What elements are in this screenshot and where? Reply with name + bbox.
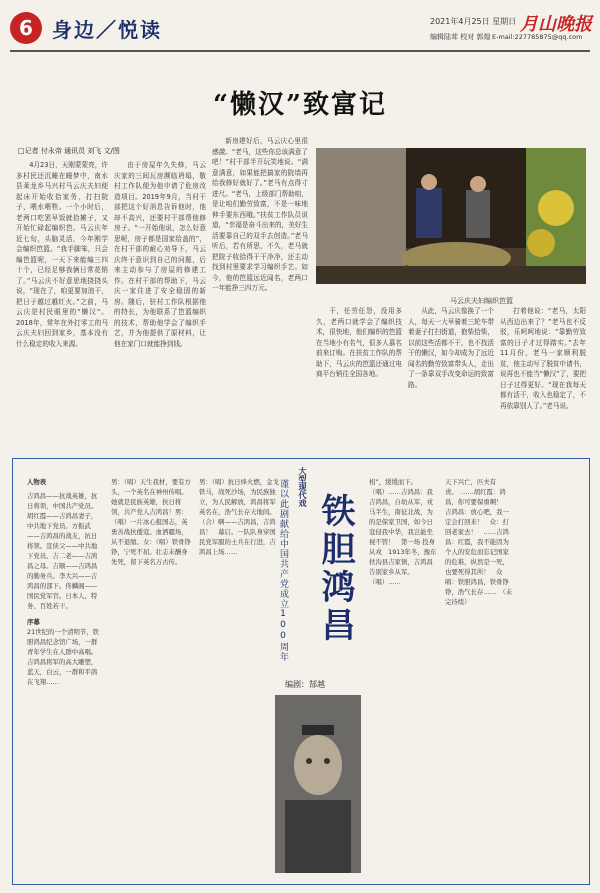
photo-illustration: [316, 148, 586, 284]
serial-column-5: 天下兴亡，匹夫有责。 ……胡红霞：鸿昌，你可要保重啊！ 吉鸿昌：放心吧，我一定会打回来！ 众：打回老家去！ ……吉鸿昌：红霞，我不能因为个人的安危而忘记国家的危难，纵然是一死，也要死得其所！ 众唱：铁胆鸿昌，铁骨铮铮，浩气长存…… （未完待续）: [445, 478, 513, 606]
portrait-illustration: [275, 695, 361, 873]
serial-author: 编剧：郜越: [285, 680, 325, 689]
serial-column-2: 男：（唱）天生我材，要有方头，一个英名在神州传唱。她就是民族英雄，抗日将领，共产党人吉鸿昌！男：（唱）一片冰心报国志，英勇善战抗倭寇。血洒疆场，从不退缩。女：（唱）铁骨铮铮，宁死不屈。壮志未酬身先死，留下英名万古传。: [111, 478, 191, 566]
editor-line: 编辑陆茸 校对 郭煌: [430, 33, 491, 41]
cast-heading: 人物表: [27, 478, 47, 486]
serial-column-1: [27, 477, 103, 872]
article-paragraph: 4月23日，天刚蒙蒙亮，许多村民还沉睡在睡梦中，南水县莱龙乡马兴村马云庆夫妇便起床开始收拾家务，打扫院子，喂水喂牲。一个小时后，老两口吃罢早饭就拾摊子，又开始忙碌起编织笆。马云庆年近七旬，头脑灵活，今年刚学会编织笆篮。“我手脚笨，只会编笆篮呢，一天下来能编三四十个，已经足够我俩日常花销了。”马云庆不好意思地挠挠头说，“现在了，咱更要加油干，把日子越过越红火。”之前，马云庆是村民眼里的“懒汉”。2018年，常年在外打零工的马云庆夫妇回到家乡，基本没有什么稳定的收入来源。: [16, 161, 108, 348]
portrait-photo: [275, 695, 361, 873]
prologue-heading: 序幕: [27, 618, 40, 626]
article-column-4: [316, 306, 402, 452]
serial-title: 铁胆鸿昌: [315, 493, 355, 645]
issue-date: 2021年4月25日 星期日: [430, 17, 517, 26]
article-photo: [316, 148, 586, 284]
serial-box: [12, 458, 590, 885]
prologue-text: 21世纪的一个清明节，铁胆鸿昌纪念馆广场，一群青年学生在人群中高唱。吉鸿昌将军的高大雕塑，蓝天，白云，一群和平鸽在飞翔……: [27, 628, 100, 686]
email-address: E-mail:227785875@qq.com: [492, 33, 583, 41]
article-title: “懒汉”致富记: [213, 90, 387, 120]
photo-caption: 马云庆夫妇编织笆篮: [450, 297, 513, 305]
page-number-badge: 6: [10, 12, 42, 44]
serial-column-3: 男：（唱）抗日烽火燃，金戈铁马，战死沙场，为民族独立，为人民解放，鸿昌将军英名在，浩气长存天地间。（合）啊——吉鸿昌，吉鸿昌！ 幕启。一队队身穿国民党军服的士兵在行进，吉鸿昌上场……: [199, 478, 279, 556]
article-paragraph: 新房建好后，马云庆心里很感激。“老马，这些你总该满意了吧！”村干部半开玩笑地说。“满意满意，如果能把搞家的院墙再给我修好就好了。”老马有点得寸进尺。“老马，上级部门帮助咱，是让咱们勤劳致富，不是一味地伸手要东西哦。”扶贫工作队员说道，“幸福是奋斗出来的，美好生活要靠自己的双手去创造。”老马听后，若有所思，不久，老马就把院子收拾得干干净净，还主动找到村里要求学习编织手艺。如今，他的笆篮远近闻名，老两口一年能挣三四万元。: [212, 137, 308, 292]
article-column-2: [114, 160, 206, 450]
section-title: 身边／悦读: [52, 18, 162, 42]
article-paragraph: 打着他说：“老马，太阳从西边出来了？”老马也不反驳，乐呵呵地说：“靠勤劳致富的日子才过得踏实。”去年11月份，老马一家顺利脱贫，他主动写了脱贫申请书，说再也不能当“懒汉”了，要把日子过得更好。“现在我每天都有活干，收入也稳定了，不再依靠别人了。”老马说。: [500, 307, 586, 410]
cast-list: 吉鸿昌——抗战英雄，抗日将领，中国共产党员。胡红霞——吉鸿昌妻子，中共地下党员。方振武——吉鸿昌的战友，抗日将领。宣侠父——中共地下党员。吉二老——吉鸿昌之母。吉顺——吉鸿昌的勤务兵。李大兴——吉鸿昌的部下。佟麟阁——国民党军官。日本人、特务、百姓若干。: [27, 492, 98, 610]
article-paragraph: 由于房屋年久失修，马云庆家的三间瓦房濒临坍塌，敬村工作队便为他申请了危房改造项目。2019年9月，当村干部把这个好消息告诉他时，他却不高兴，还要村干部帮他修房子。“一开始他说，怎么好意思呢，房子都是国家给盖的”，在村干部的耐心劝导下，马云庆终于意识到自己的问题，后来主动参与了房屋的修建工作。在村干部的帮助下，马云庆一家住进了安全稳固的新房。随后，驻村工作队根据他的特长，为他联系了笆篮编织的技术，帮助他学会了编织手艺，并为他提供了原材料，让他在家门口就能挣到钱。: [114, 161, 206, 348]
serial-subtitle: 谨以此剧献给中国共产党成立100周年: [278, 479, 288, 662]
serial-label: 大型现代戏: [298, 467, 307, 507]
article-column-3: [212, 136, 308, 450]
article-column-5: [408, 306, 494, 452]
article-paragraph: 从此，马云庆像换了一个人，每天一大早骑着三轮车带着妻子打扫街道，抱柴拾柴，以前这些活都不干，也不找活干的懒汉，如今却成为了远近闻名的勤劳致富带头人，走出了一条靠双手改变命运的致富路。: [408, 307, 494, 389]
article-byline: □记者 付永帝 通讯员 刘飞 文/图: [18, 147, 120, 155]
serial-column-4: 相”，缓缓而下。 （唱）……吉鸿昌：我吉鸿昌，自幼从军，戎马半生，南征北战，为的是保家卫国，如今日寇侵我中华，我岂能坐视不管！ 第一场 投身从戎 1913年冬，豫东扶沟县吉家镇，吉鸿昌告别家乡从军。 （唱）……: [369, 478, 437, 586]
header-divider: [10, 50, 590, 52]
article-paragraph: 干，任劳任怨，没用多久，老两口就学会了编织技术，很快地，他们编织的笆篮在当地小有名气，很多人慕名前来订购。在扶贫工作队的帮助下，马云庆的笆篮还通过电商平台销往全国各地。: [316, 307, 402, 378]
article-column-1: [16, 160, 108, 450]
newspaper-logo: 月山晚报: [520, 14, 592, 35]
article-column-6: [500, 306, 586, 452]
